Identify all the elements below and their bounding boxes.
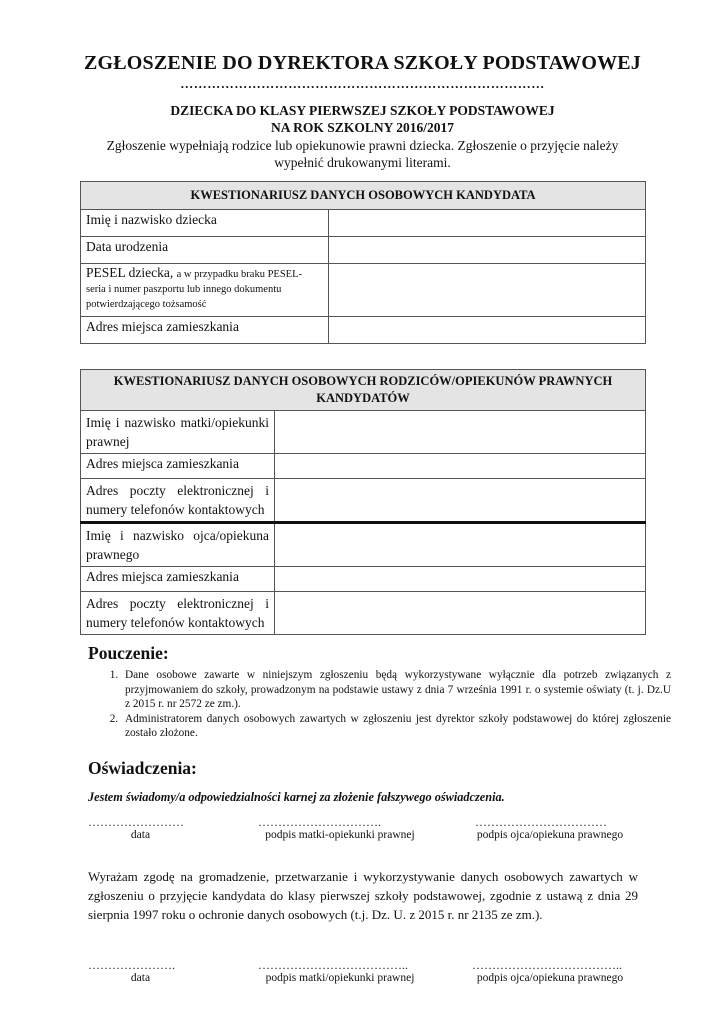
instruction-list — [88, 668, 671, 741]
father-signature-label-2: podpis ojca/opiekuna prawnego — [476, 972, 624, 984]
mother-contact-label: Adres poczty elektronicznej i numery telefonów kontaktowych — [81, 479, 275, 523]
date-signature-line-1[interactable]: …………………… — [88, 815, 184, 829]
date-label-2: data — [130, 972, 151, 984]
instruction-item: 2. Administratorem danych osobowych zawartych w zgłoszeniu jest dyrektor szkoły podstawowej do której zgłoszenie zostało złożone. — [121, 712, 671, 741]
data-processing-consent: Wyrażam zgodę na gromadzenie, przetwarzanie i wykorzystywanie danych osobowych zawartych w zgłoszeniu o przyjęcie kandydata do klasy pierwszej szkoły podstawowej, zgodnie z ustawą z dnia 29 sierpnia 1997 roku o ochronie danych osobowych (t.j. Dz. U. z 2015 r. nr 2135 ze zm.). — [88, 869, 638, 922]
date-label-1: data — [130, 829, 151, 841]
instruction-item: 1. Dane osobowe zawarte w niniejszym zgłoszeniu będą wykorzystywane wyłącznie dla potrzeb związanych z przyjmowaniem do szkoły, prowadzonym na podstawie ustawy z dnia 7 września 1991 r. o systemie oświaty (t. j. Dz.U z 2015 r. nr 2572 ze zm.). — [121, 668, 671, 712]
father-signature-label-1: podpis ojca/opiekuna prawnego — [476, 829, 624, 841]
father-name-field[interactable] — [275, 523, 646, 567]
father-contact-field[interactable] — [275, 592, 646, 635]
mother-address-field[interactable] — [275, 454, 646, 479]
mother-signature-label-2: podpis matki/opiekunki prawnej — [265, 972, 415, 984]
father-address-field[interactable] — [275, 567, 646, 592]
date-signature-line-2[interactable]: …………………. — [88, 958, 175, 972]
mother-name-field[interactable] — [275, 411, 646, 454]
pesel-field[interactable] — [329, 264, 646, 317]
candidate-data-table — [80, 181, 646, 344]
child-name-label: Imię i nazwisko dziecka — [81, 210, 329, 237]
pesel-label-cell — [81, 264, 329, 317]
father-contact-label: Adres poczty elektronicznej i numery telefonów kontaktowych — [81, 592, 275, 635]
pesel-note: a w przypadku braku PESEL- seria i numer paszportu lub innego dokumentu potwierdzającego tożsamość — [86, 269, 302, 310]
child-name-field[interactable] — [329, 210, 646, 237]
child-address-label: Adres miejsca zamieszkania — [81, 317, 329, 344]
instruction-heading: Pouczenie: — [88, 643, 169, 663]
mother-signature-label-1: podpis matki-opiekunki prawnej — [265, 829, 415, 841]
liability-statement: Jestem świadomy/a odpowiedzialności karnej za złożenie fałszywego oświadczenia. — [88, 790, 505, 804]
mother-signature-line-2[interactable]: ……………………………….. — [258, 958, 408, 972]
birth-date-label: Data urodzenia — [81, 237, 329, 264]
father-signature-line-1[interactable]: …………………………… — [475, 815, 607, 829]
document-subtitle: DZIECKA DO KLASY PIERWSZEJ SZKOŁY PODSTAWOWEJ — [170, 103, 555, 118]
candidate-table-heading: KWESTIONARIUSZ DANYCH OSOBOWYCH KANDYDATA — [81, 182, 646, 210]
document-title: ZGŁOSZENIE DO DYREKTORA SZKOŁY PODSTAWOWEJ — [83, 52, 642, 74]
parents-data-table — [80, 369, 646, 635]
birth-date-field[interactable] — [329, 237, 646, 264]
school-name-dotted-line: ……………………………………………………………………… — [180, 76, 545, 91]
school-year: NA ROK SZKOLNY 2016/2017 — [271, 120, 454, 135]
father-name-label: Imię i nazwisko ojca/opiekuna prawnego — [81, 523, 275, 567]
mother-contact-field[interactable] — [275, 479, 646, 523]
declarations-heading: Oświadczenia: — [88, 758, 197, 778]
mother-name-label: Imię i nazwisko matki/opiekunki prawnej — [81, 411, 275, 454]
mother-signature-line-1[interactable]: …………………………. — [258, 815, 381, 829]
child-address-field[interactable] — [329, 317, 646, 344]
pesel-label: PESEL dziecka, — [86, 265, 174, 280]
father-signature-line-2[interactable]: ……………………………….. — [472, 958, 622, 972]
mother-address-label: Adres miejsca zamieszkania — [81, 454, 275, 479]
fill-instruction: Zgłoszenie wypełniają rodzice lub opiekunowie prawni dziecka. Zgłoszenie o przyjęcie należy wypełnić drukowanymi literami. — [106, 138, 619, 170]
parents-table-heading: KWESTIONARIUSZ DANYCH OSOBOWYCH RODZICÓW/OPIEKUNÓW PRAWNYCH KANDYDATÓW — [81, 370, 646, 411]
father-address-label: Adres miejsca zamieszkania — [81, 567, 275, 592]
